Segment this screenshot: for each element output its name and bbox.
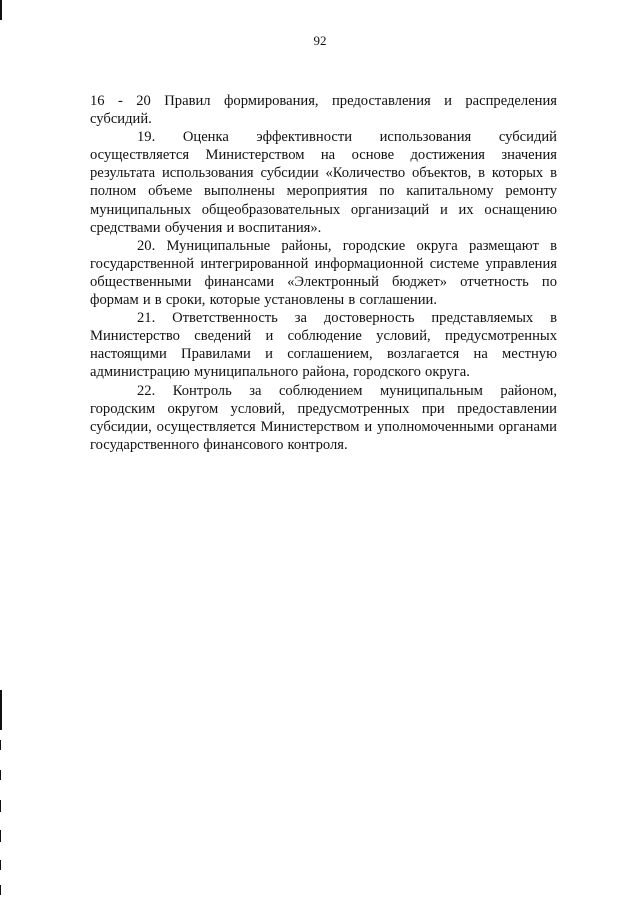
document-body (90, 92, 557, 454)
scan-edge-mark (0, 860, 1, 870)
page-number: 92 (313, 33, 327, 48)
paragraph-20: 20. Муниципальные районы, городские округа размещают в государственной интегрированной информационной системе управления общественными финансами «Электронный бюджет» отчетность по формам и в сроки, которые установлены в соглашении. (90, 237, 557, 309)
scan-edge-mark (0, 770, 1, 780)
paragraph-21: 21. Ответственность за достоверность представляемых в Министерство сведений и соблюдение условий, предусмотренных настоящими Правилами и соглашением, возлагается на местную администрацию муниципального района, городского округа. (90, 310, 557, 381)
paragraph-19: 19. Оценка эффективности использования субсидий осуществляется Министерством на основе достижения значения результата использования субсидии «Количество объектов, в которых в полном объеме выполнены мероприятия по капитальному ремонту муниципальных общеобразовательных организаций и их оснащению средствами обучения и воспитания». (90, 129, 557, 236)
paragraph-continuation: 16 - 20 Правил формирования, предоставления и распределения субсидий. (90, 93, 557, 128)
scan-edge-mark (0, 740, 1, 750)
scan-edge-mark (0, 830, 1, 842)
scan-edge-mark (0, 885, 1, 895)
scan-edge-mark (0, 800, 1, 812)
scan-edge-mark (0, 690, 2, 730)
paragraph-22: 22. Контроль за соблюдением муниципальным районом, городским округом условий, предусмотренных при предоставлении субсидии, осуществляется Министерством и уполномоченными органами государственного финансового контроля. (90, 382, 557, 453)
scan-edge-mark (0, 0, 2, 20)
